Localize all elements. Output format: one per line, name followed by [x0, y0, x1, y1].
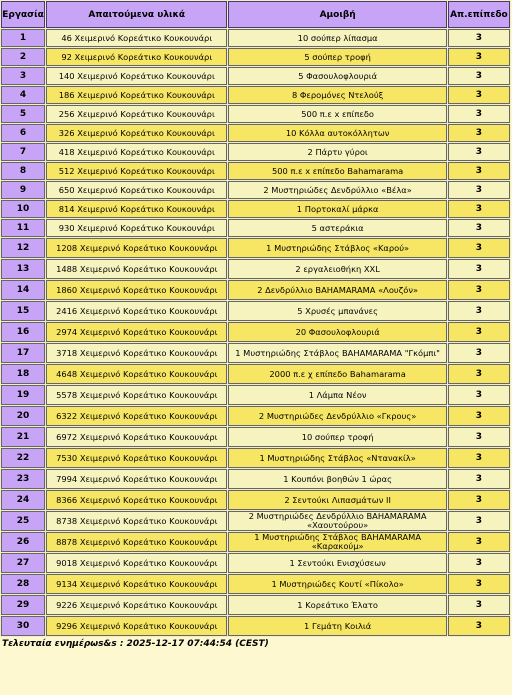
reward-cell: 5 Χρυσές μπανάνες [228, 301, 446, 321]
materials-cell: 140 Χειμερινό Κορεάτικο Κουκουνάρι [46, 67, 227, 85]
level-cell: 3 [448, 67, 510, 85]
level-cell: 3 [448, 200, 510, 218]
reward-cell: 1 Μυστηριώδες Κουτί «Πίκολο» [228, 574, 446, 594]
reward-cell: 2 Μυστηριώδες Δενδρύλλιο BAHAMARAMA «Χαουτούρου» [228, 511, 446, 531]
level-cell: 3 [448, 595, 510, 615]
level-cell: 3 [448, 322, 510, 342]
materials-cell: 3718 Χειμερινό Κορεάτικο Κουκουνάρι [46, 343, 227, 363]
task-number: 11 [1, 219, 45, 237]
materials-cell: 46 Χειμερινό Κορεάτικο Κουκουνάρι [46, 29, 227, 47]
level-cell: 3 [448, 124, 510, 142]
level-cell: 3 [448, 469, 510, 489]
table-row [1, 301, 510, 321]
task-number: 8 [1, 162, 45, 180]
materials-cell: 930 Χειμερινό Κορεάτικο Κουκουνάρι [46, 219, 227, 237]
table-row [1, 385, 510, 405]
reward-cell: 1 Μυστηριώδης Στάβλος BAHAMARAMA "Γκόμπι" [228, 343, 446, 363]
task-number: 15 [1, 301, 45, 321]
materials-cell: 650 Χειμερινό Κορεάτικο Κουκουνάρι [46, 181, 227, 199]
task-number: 29 [1, 595, 45, 615]
tasks-body [1, 29, 510, 636]
task-number: 2 [1, 48, 45, 66]
table-row [1, 322, 510, 342]
reward-cell: 2 Μυστηριώδες Δενδρύλλιο «Βέλα» [228, 181, 446, 199]
table-row [1, 105, 510, 123]
table-row [1, 406, 510, 426]
header-level: Απ.επίπεδο [448, 1, 510, 28]
table-row [1, 200, 510, 218]
materials-cell: 9134 Χειμερινό Κορεάτικο Κουκουνάρι [46, 574, 227, 594]
task-number: 19 [1, 385, 45, 405]
table-row [1, 469, 510, 489]
task-number: 26 [1, 532, 45, 552]
materials-cell: 1860 Χειμερινό Κορεάτικο Κουκουνάρι [46, 280, 227, 300]
materials-cell: 92 Χειμερινό Κορεάτικο Κουκουνάρι [46, 48, 227, 66]
task-number: 22 [1, 448, 45, 468]
table-row [1, 343, 510, 363]
reward-cell: 1 Σεντούκι Ενισχύσεων [228, 553, 446, 573]
table-row [1, 259, 510, 279]
table-row [1, 219, 510, 237]
materials-cell: 1488 Χειμερινό Κορεάτικο Κουκουνάρι [46, 259, 227, 279]
reward-cell: 10 Κόλλα αυτοκόλλητων [228, 124, 446, 142]
level-cell: 3 [448, 511, 510, 531]
materials-cell: 6972 Χειμερινό Κορεάτικο Κουκουνάρι [46, 427, 227, 447]
reward-cell: 1 Κορεάτικο Έλατο [228, 595, 446, 615]
reward-cell: 5 σούπερ τροφή [228, 48, 446, 66]
reward-cell: 1 Μυστηριώδης Στάβλος «Ντανακίλ» [228, 448, 446, 468]
level-cell: 3 [448, 301, 510, 321]
level-cell: 3 [448, 532, 510, 552]
materials-cell: 256 Χειμερινό Κορεάτικο Κουκουνάρι [46, 105, 227, 123]
reward-cell: 500 π.ε x επίπεδο Bahamarama [228, 162, 446, 180]
level-cell: 3 [448, 48, 510, 66]
materials-cell: 326 Χειμερινό Κορεάτικο Κουκουνάρι [46, 124, 227, 142]
level-cell: 3 [448, 616, 510, 636]
table-row [1, 48, 510, 66]
reward-cell: 2 Μυστηριώδες Δενδρύλλιο «Γκρους» [228, 406, 446, 426]
materials-cell: 7994 Χειμερινό Κορεάτικο Κουκουνάρι [46, 469, 227, 489]
table-row [1, 162, 510, 180]
reward-cell: 5 αστεράκια [228, 219, 446, 237]
materials-cell: 6322 Χειμερινό Κορεάτικο Κουκουνάρι [46, 406, 227, 426]
reward-cell: 1 Κουπόνι βοηθών 1 ώρας [228, 469, 446, 489]
table-row [1, 490, 510, 510]
table-row [1, 364, 510, 384]
level-cell: 3 [448, 406, 510, 426]
materials-cell: 2974 Χειμερινό Κορεάτικο Κουκουνάρι [46, 322, 227, 342]
task-number: 6 [1, 124, 45, 142]
table-row [1, 574, 510, 594]
task-number: 21 [1, 427, 45, 447]
level-cell: 3 [448, 143, 510, 161]
reward-cell: 1 Μυστηριώδης Στάβλος «Καρού» [228, 238, 446, 258]
level-cell: 3 [448, 490, 510, 510]
materials-cell: 2416 Χειμερινό Κορεάτικο Κουκουνάρι [46, 301, 227, 321]
reward-cell: 500 π.ε x επίπεδο [228, 105, 446, 123]
task-number: 14 [1, 280, 45, 300]
level-cell: 3 [448, 259, 510, 279]
table-row [1, 86, 510, 104]
task-number: 20 [1, 406, 45, 426]
task-number: 16 [1, 322, 45, 342]
reward-cell: 1 Λάμπα Νέον [228, 385, 446, 405]
task-number: 13 [1, 259, 45, 279]
task-number: 28 [1, 574, 45, 594]
level-cell: 3 [448, 427, 510, 447]
level-cell: 3 [448, 364, 510, 384]
task-number: 12 [1, 238, 45, 258]
level-cell: 3 [448, 574, 510, 594]
table-row [1, 511, 510, 531]
reward-cell: 1 Γεμάτη Κοιλιά [228, 616, 446, 636]
materials-cell: 418 Χειμερινό Κορεάτικο Κουκουνάρι [46, 143, 227, 161]
materials-cell: 8878 Χειμερινό Κορεάτικο Κουκουνάρι [46, 532, 227, 552]
reward-cell: 8 Φερομόνες Ντελούξ [228, 86, 446, 104]
table-row [1, 448, 510, 468]
materials-cell: 4648 Χειμερινό Κορεάτικο Κουκουνάρι [46, 364, 227, 384]
level-cell: 3 [448, 162, 510, 180]
task-number: 3 [1, 67, 45, 85]
task-number: 30 [1, 616, 45, 636]
table-row [1, 29, 510, 47]
task-number: 27 [1, 553, 45, 573]
header-materials: Απαιτούμενα υλικά [46, 1, 227, 28]
level-cell: 3 [448, 105, 510, 123]
table-row [1, 143, 510, 161]
task-number: 4 [1, 86, 45, 104]
level-cell: 3 [448, 448, 510, 468]
materials-cell: 186 Χειμερινό Κορεάτικο Κουκουνάρι [46, 86, 227, 104]
materials-cell: 8738 Χειμερινό Κορεάτικο Κουκουνάρι [46, 511, 227, 531]
materials-cell: 814 Χειμερινό Κορεάτικο Κουκουνάρι [46, 200, 227, 218]
reward-cell: 2 Σεντούκι Λιπασμάτων II [228, 490, 446, 510]
task-number: 7 [1, 143, 45, 161]
level-cell: 3 [448, 29, 510, 47]
table-row [1, 616, 510, 636]
last-updated: Τελευταία ενημέρωs&s : 2025-12-17 07:44:54 (CEST) [2, 639, 269, 649]
reward-cell: 1 Μυστηριώδης Στάβλος BAHAMARAMA «Καρακούμ» [228, 532, 446, 552]
reward-cell: 1 Πορτοκαλί μάρκα [228, 200, 446, 218]
level-cell: 3 [448, 343, 510, 363]
table-row [1, 238, 510, 258]
materials-cell: 8366 Χειμερινό Κορεάτικο Κουκουνάρι [46, 490, 227, 510]
reward-cell: 10 σούπερ τροφή [228, 427, 446, 447]
header-row [1, 1, 510, 28]
table-row [1, 280, 510, 300]
header-task: Εργασία [1, 1, 45, 28]
level-cell: 3 [448, 280, 510, 300]
materials-cell: 9226 Χειμερινό Κορεάτικο Κουκουνάρι [46, 595, 227, 615]
table-row [1, 67, 510, 85]
task-number: 18 [1, 364, 45, 384]
materials-cell: 512 Χειμερινό Κορεάτικο Κουκουνάρι [46, 162, 227, 180]
materials-cell: 5578 Χειμερινό Κορεάτικο Κουκουνάρι [46, 385, 227, 405]
level-cell: 3 [448, 219, 510, 237]
reward-cell: 2 Πάρτυ γύροι [228, 143, 446, 161]
materials-cell: 9018 Χειμερινό Κορεάτικο Κουκουνάρι [46, 553, 227, 573]
reward-cell: 5 Φασουλοφλουριά [228, 67, 446, 85]
task-number: 10 [1, 200, 45, 218]
level-cell: 3 [448, 553, 510, 573]
task-number: 24 [1, 490, 45, 510]
table-row [1, 595, 510, 615]
reward-cell: 2 εργαλειοθήκη XXL [228, 259, 446, 279]
task-number: 5 [1, 105, 45, 123]
table-row [1, 181, 510, 199]
reward-cell: 10 σούπερ λίπασμα [228, 29, 446, 47]
task-number: 9 [1, 181, 45, 199]
task-number: 23 [1, 469, 45, 489]
table-row [1, 532, 510, 552]
header-reward: Αμοιβή [228, 1, 446, 28]
table-row [1, 553, 510, 573]
reward-cell: 2000 π.ε χ επίπεδο Bahamarama [228, 364, 446, 384]
table-row [1, 427, 510, 447]
materials-cell: 9296 Χειμερινό Κορεάτικο Κουκουνάρι [46, 616, 227, 636]
materials-cell: 7530 Χειμερινό Κορεάτικο Κουκουνάρι [46, 448, 227, 468]
level-cell: 3 [448, 385, 510, 405]
materials-cell: 1208 Χειμερινό Κορεάτικο Κουκουνάρι [46, 238, 227, 258]
level-cell: 3 [448, 86, 510, 104]
task-number: 25 [1, 511, 45, 531]
reward-cell: 20 Φασουλοφλουριά [228, 322, 446, 342]
reward-cell: 2 Δενδρύλλιο BAHAMARAMA «Λουζόν» [228, 280, 446, 300]
task-number: 17 [1, 343, 45, 363]
level-cell: 3 [448, 181, 510, 199]
level-cell: 3 [448, 238, 510, 258]
table-row [1, 124, 510, 142]
task-number: 1 [1, 29, 45, 47]
